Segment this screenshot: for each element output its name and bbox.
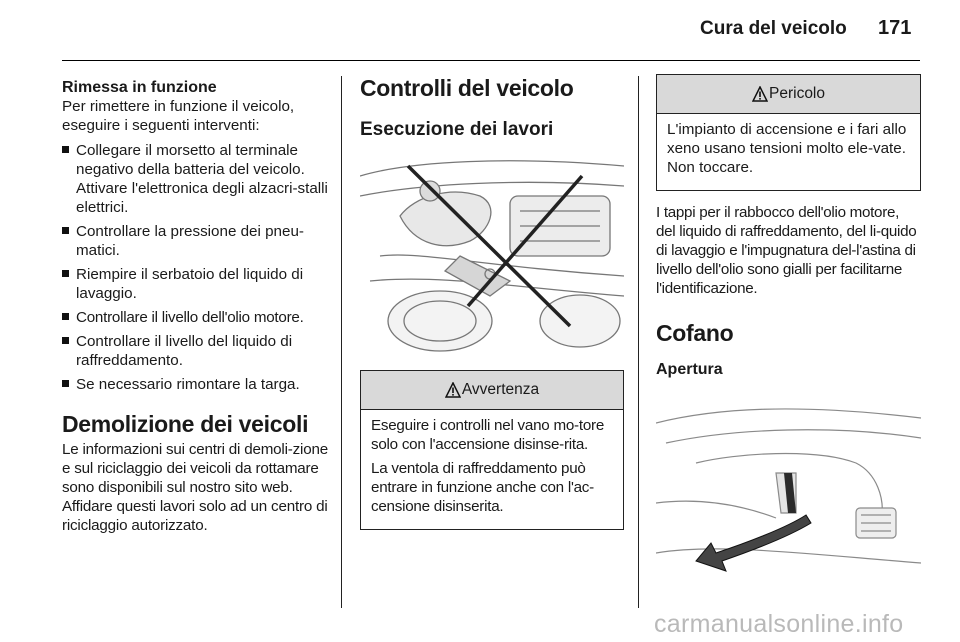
yellow-caps-text: I tappi per il rabbocco dell'olio motore, del liquido di raffreddamento, del li-quido di lavaggio e l'impugnatura del-l'astina di livello dell'olio sono gialli per facilitarne l'identificazione. <box>656 204 917 297</box>
danger-title: Pericolo <box>769 85 825 102</box>
demolition-heading: Demolizione dei veicoli <box>62 411 309 437</box>
list-item: Se necessario rimontare la targa. <box>62 375 328 394</box>
demolition-text: Le informazioni sui centri di demoli-zione e sul riciclaggio dei veicoli da rottamare sono disponibili sul nostro sito web. Affidare questi lavori solo ad un centro di riciclaggio autorizzato. <box>62 441 328 534</box>
column-right <box>656 74 921 601</box>
section-title: Cura del veicolo <box>700 18 847 39</box>
bullet-icon <box>62 146 69 153</box>
warning-triangle-icon <box>752 86 768 102</box>
warning-box-body <box>361 410 623 529</box>
list-item: Controllare il livello dell'olio motore. <box>62 308 328 327</box>
work-execution-heading: Esecuzione dei lavori <box>360 119 554 140</box>
list-item: Riempire il serbatoio del liquido di lavaggio. <box>62 265 328 303</box>
warning-title: Avvertenza <box>461 381 540 398</box>
danger-box <box>656 74 921 191</box>
column-divider <box>638 76 639 608</box>
opening-heading: Apertura <box>656 361 723 378</box>
danger-text: L'impianto di accensione e i fari allo xeno usano tensioni molto ele-vate. Non toccare. <box>667 121 907 176</box>
engine-bay-illustration <box>360 156 624 362</box>
column-left <box>62 78 328 535</box>
list-item: Controllare la pressione dei pneu-matici. <box>62 222 328 260</box>
list-item: Controllare il livello del liquido di raffreddamento. <box>62 332 328 370</box>
vehicle-checks-heading: Controlli del veicolo <box>360 75 574 101</box>
warning-text: Eseguire i controlli nel vano mo-tore solo con l'accensione disinse-rita. <box>371 417 605 453</box>
header-divider <box>62 60 920 61</box>
bullet-icon <box>62 337 69 344</box>
watermark: carmanualsonline.info <box>654 610 904 638</box>
list-item: Collegare il morsetto al terminale negativo della batteria del veicolo. Attivare l'elettronica degli alzacri-stalli elettrici. <box>62 141 328 217</box>
column-divider <box>341 76 342 608</box>
restart-intro: Per rimettere in funzione il veicolo, eseguire i seguenti interventi: <box>62 98 295 134</box>
warning-triangle-icon <box>445 382 461 398</box>
column-middle <box>360 74 624 530</box>
bullet-icon <box>62 270 69 277</box>
bullet-icon <box>62 380 69 387</box>
restart-heading: Rimessa in funzione <box>62 79 217 96</box>
warning-box-header <box>361 371 623 410</box>
danger-box-header <box>657 75 920 114</box>
hood-release-illustration <box>656 403 921 601</box>
danger-box-body <box>657 114 920 190</box>
page-number: 171 <box>878 17 912 39</box>
warning-box <box>360 370 624 530</box>
hood-heading: Cofano <box>656 320 734 346</box>
warning-text: La ventola di raffreddamento può entrare in funzione anche con l'ac-censione disinserita. <box>371 460 594 515</box>
bullet-icon <box>62 313 69 320</box>
bullet-icon <box>62 227 69 234</box>
restart-steps-list <box>62 141 328 394</box>
